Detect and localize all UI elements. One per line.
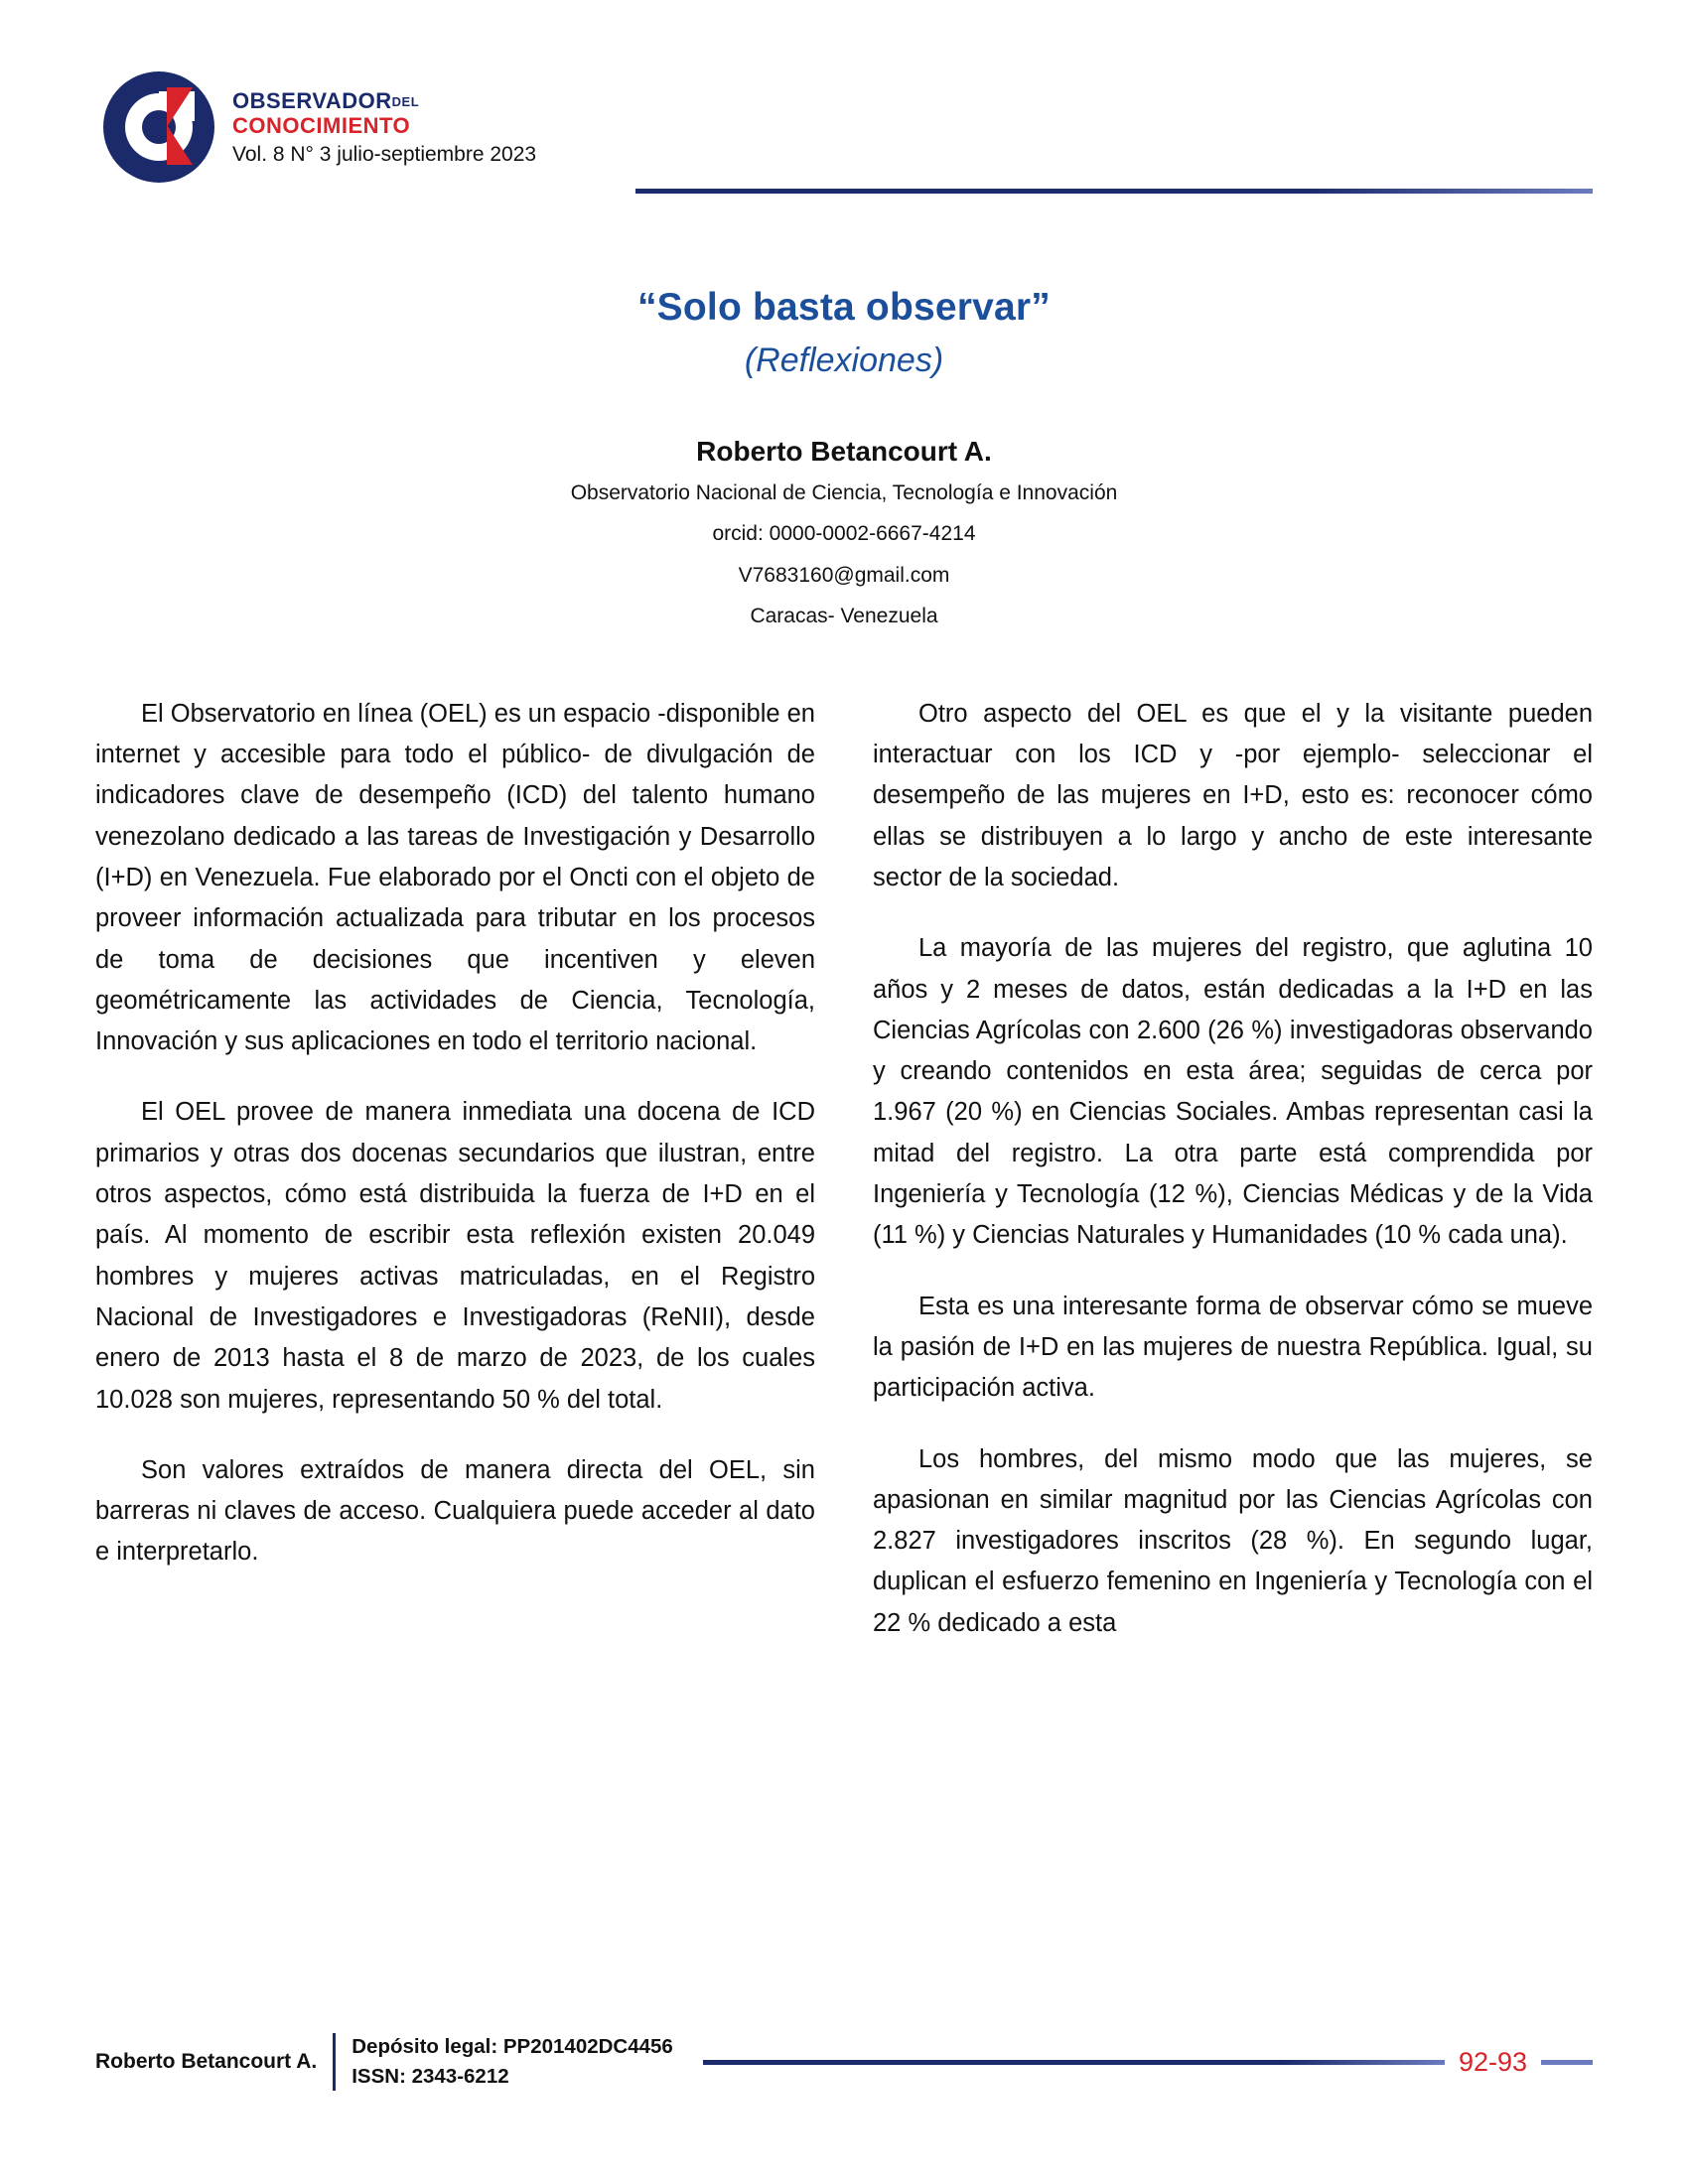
journal-volume: Vol. 8 N° 3 julio-septiembre 2023 bbox=[232, 143, 537, 167]
paragraph: Otro aspecto del OEL es que el y la visitante pueden interactuar con los ICD y -por ejemplo- seleccionar el desempeño de las mujeres en I+D, esto es: reconocer cómo ellas se distribuyen a lo largo y ancho de este interesante sector de la sociedad. bbox=[873, 699, 1593, 891]
author-email: V7683160@gmail.com bbox=[738, 563, 950, 587]
footer-page-numbers: 92-93 bbox=[1458, 2046, 1527, 2077]
brand-del: DEL bbox=[391, 94, 420, 109]
page-footer bbox=[95, 2027, 1593, 2097]
footer-rule-right bbox=[1541, 2060, 1593, 2065]
footer-legal-deposit: Depósito legal: PP201402DC4456 bbox=[352, 2035, 673, 2059]
page-title: “Solo basta observar” bbox=[636, 286, 1051, 329]
body-column-left bbox=[95, 694, 815, 1644]
author-affiliation: Observatorio Nacional de Ciencia, Tecnología e Innovación bbox=[570, 481, 1118, 504]
body-column-right bbox=[873, 694, 1593, 1644]
paragraph: La mayoría de las mujeres del registro, que aglutina 10 años y 2 meses de datos, están dedicadas a la I+D en las Ciencias Agrícolas con 2.600 (26 %) investigadoras observando y creando contenidos en esta área; seguidas de cerca por 1.967 (20 %) en Ciencias Sociales. Ambas representan casi la mitad del registro. La otra parte está comprendida por Ingeniería y Tecnología (12 %), Ciencias Médicas y de la Vida (11 %) y Ciencias Naturales y Humanidades (10 % cada una). bbox=[873, 934, 1593, 1250]
journal-masthead bbox=[95, 0, 1593, 228]
logo-red-wedge-bottom-icon bbox=[167, 125, 193, 165]
header-divider-rule bbox=[635, 189, 1593, 194]
paragraph: El Observatorio en línea (OEL) es un espacio -disponible en internet y accesible para todo el público- de divulgación de indicadores clave de desempeño (ICD) del talento humano venezolano dedicado a las tareas de Investigación y Desarrollo (I+D) en Venezuela. Fue elaborado por el Oncti con el objeto de proveer información actualizada para tributar en los procesos de toma de decisiones que incentiven y eleven geométricamente las actividades de Ciencia, Tecnología, Innovación y sus aplicaciones en todo el territorio nacional. bbox=[95, 699, 815, 1056]
author-location: Caracas- Venezuela bbox=[750, 605, 938, 628]
footer-rule bbox=[703, 2060, 1445, 2065]
article-body bbox=[95, 694, 1593, 1644]
brand-name-line2: CONOCIMIENTO bbox=[232, 113, 411, 139]
footer-author: Roberto Betancourt A. bbox=[95, 2050, 318, 2073]
author-block bbox=[95, 436, 1593, 632]
page-subtitle: (Reflexiones) bbox=[744, 341, 944, 379]
observador-del-conocimiento-logo-icon bbox=[95, 69, 214, 187]
footer-legal-info bbox=[336, 2032, 673, 2091]
paragraph: Son valores extraídos de manera directa del OEL, sin barreras ni claves de acceso. Cualquiera puede acceder al dato e interpretarlo. bbox=[95, 1455, 815, 1567]
article-title-block bbox=[95, 286, 1593, 380]
paragraph: Los hombres, del mismo modo que las mujeres, se apasionan en similar magnitud por las Ciencias Agrícolas con 2.827 investigadores inscritos (28 %). En segundo lugar, duplican el esfuerzo femenino en Ingeniería y Tecnología con el 22 % dedicado a esta bbox=[873, 1444, 1593, 1637]
brand-observador: OBSERVADOR bbox=[232, 88, 392, 113]
footer-issn: ISSN: 2343-6212 bbox=[352, 2065, 509, 2088]
logo-red-wedge-top-icon bbox=[167, 87, 193, 127]
paragraph: El OEL provee de manera inmediata una docena de ICD primarios y otras dos docenas secundarios que ilustran, entre otros aspectos, cómo está distribuida la fuerza de I+D en el país. Al momento de escribir esta reflexión existen 20.049 hombres y mujeres activas matriculadas, en el Registro Nacional de Investigadores e Investigadoras (ReNII), desde enero de 2013 hasta el 8 de marzo de 2023, de los cuales 10.028 son mujeres, representando 50 % del total. bbox=[95, 1098, 815, 1414]
paragraph: Esta es una interesante forma de observar cómo se mueve la pasión de I+D en las mujeres de nuestra República. Igual, su participación activa. bbox=[873, 1292, 1593, 1403]
author-orcid: orcid: 0000-0002-6667-4214 bbox=[712, 522, 976, 546]
journal-brand bbox=[232, 69, 536, 167]
brand-name-line1 bbox=[232, 89, 536, 112]
author-name: Roberto Betancourt A. bbox=[696, 436, 992, 467]
